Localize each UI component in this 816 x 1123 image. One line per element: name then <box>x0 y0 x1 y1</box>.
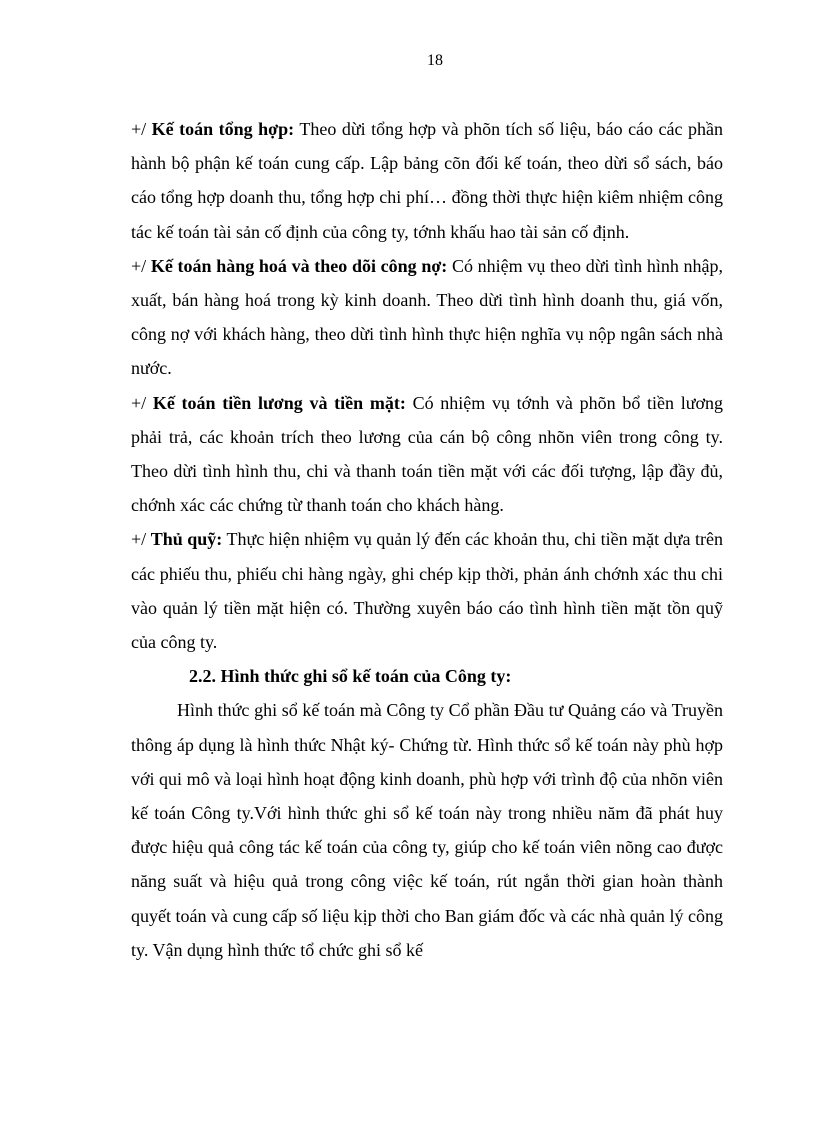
role-description-payroll-and-cash-accounting: Có nhiệm vụ tớnh và phõn bổ tiền lương phải trả, các khoản trích theo lương của cán bộ công nhõn viên trong công ty. Theo dừi tình hình thu, chi và thanh toán tiền mặt với các đối tượng, lập đầy đủ, chớnh xác các chứng từ thanh toán cho khách hàng. <box>131 392 723 516</box>
document-body <box>131 112 723 967</box>
page-number: 18 <box>427 52 443 69</box>
role-description-goods-and-debt-accounting: Có nhiệm vụ theo dừi tình hình nhập, xuất, bán hàng hoá trong kỳ kinh doanh. Theo dừi tình hình doanh thu, giá vốn, công nợ với khách hàng, theo dừi tình hình thực hiện nghĩa vụ nộp ngân sách nhà nước. <box>131 255 723 379</box>
role-label-payroll-and-cash-accounting: Kế toán tiền lương và tiền mặt: <box>152 392 406 413</box>
role-label-general-accounting: Kế toán tổng hợp: <box>151 119 295 139</box>
role-description-general-accounting: Theo dừi tổng hợp và phõn tích số liệu, báo cáo các phần hành bộ phận kế toán cung cấp. Lập bảng cõn đối kế toán, theo dừi sổ sách, báo cáo tổng hợp doanh thu, tổng hợp chi phí… đồng thời thực hiện kiêm nhiệm công tác kế toán tài sản cố định của công ty, tớnh khấu hao tài sản cố định. <box>131 119 724 242</box>
role-label-treasurer: Thủ quỹ: <box>150 529 223 550</box>
section-body-paragraph: Hình thức ghi sổ kế toán mà Công ty Cổ phần Đầu tư Quảng cáo và Truyền thông áp dụng là hình thức Nhật ký- Chứng từ. Hình thức sổ kế toán này phù hợp với qui mô và loại hình hoạt động kinh doanh, phù hợp với trình độ của nhõn viên kế toán Công ty.Với hình thức ghi sổ kế toán này trong nhiều năm đã phát huy được hiệu quả công tác kế toán của công ty, giúp cho kế toán viên nõng cao được năng suất và hiệu quả trong công việc kế toán, rút ngắn thời gian hoàn thành quyết toán và cung cấp số liệu kịp thời cho Ban giám đốc và các nhà quản lý công ty. Vận dụng hình thức tổ chức ghi sổ kế <box>131 700 723 960</box>
bullet-prefix: +/ <box>131 392 153 413</box>
paragraph-treasurer <box>131 522 723 659</box>
section-heading: 2.2. Hình thức ghi sổ kế toán của Công ty: <box>189 666 512 687</box>
bullet-prefix: +/ <box>131 529 151 550</box>
bullet-prefix: +/ <box>131 119 152 139</box>
role-description-treasurer: Thực hiện nhiệm vụ quản lý đến các khoản thu, chi tiền mặt dựa trên các phiếu thu, phiếu chi hàng ngày, ghi chép kịp thời, phản ánh chớnh xác thu chi vào quản lý tiền mặt hiện có. Thường xuyên báo cáo tình hình tiền mặt tồn quỹ của công ty. <box>131 529 723 653</box>
bullet-prefix: +/ <box>131 255 151 276</box>
paragraph-goods-and-debt-accounting <box>131 249 723 386</box>
paragraph-payroll-and-cash-accounting <box>131 386 723 523</box>
paragraph-general-accounting <box>131 112 723 249</box>
role-label-goods-and-debt-accounting: Kế toán hàng hoá và theo dõi công nợ: <box>150 255 448 276</box>
